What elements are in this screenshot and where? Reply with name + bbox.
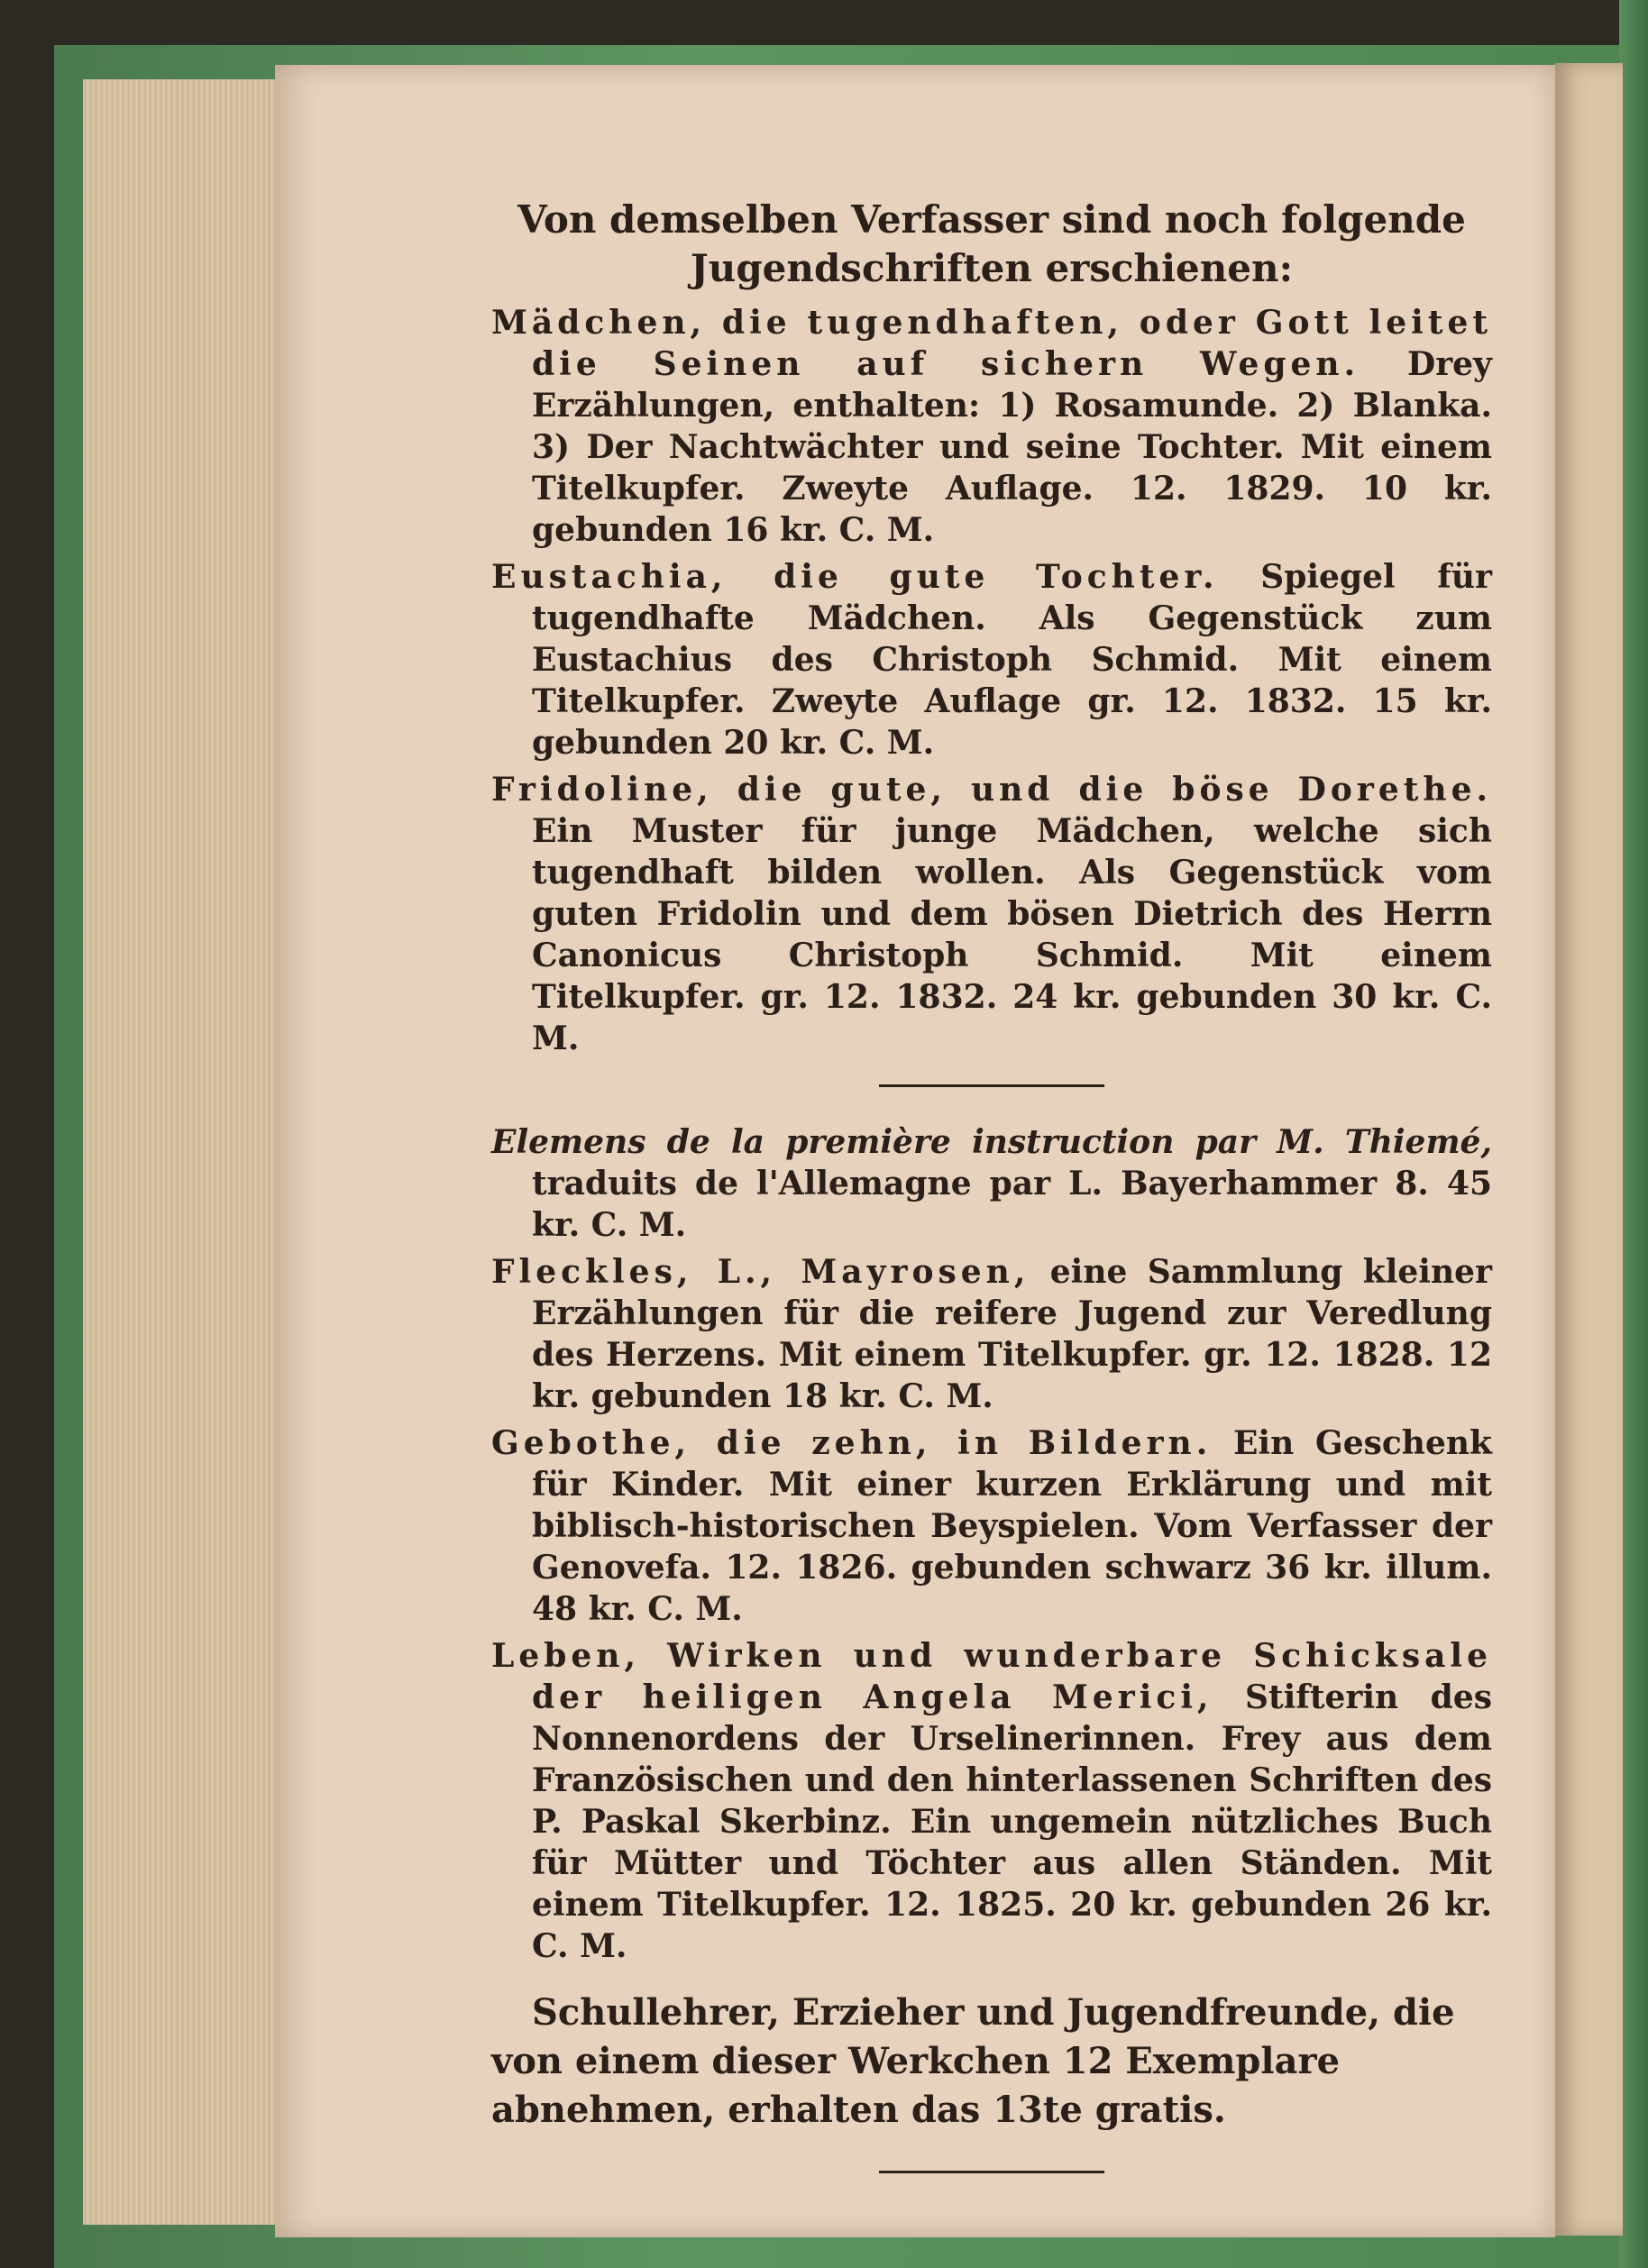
facing-page-edge [1555, 63, 1623, 2236]
bulk-offer-note: Schullehrer, Erzieher und Jugendfreunde, die von einem dieser Werkchen 12 Exemplare abnehmen, erhalten das 13te gratis. [491, 1991, 1455, 2131]
page-stack-edges [83, 79, 281, 2225]
book-entry [491, 302, 1492, 551]
entry-body: Ein Muster für junge Mädchen, welche sich tugendhaft bilden wollen. Als Gegenstück vom guten Fridolin und dem bösen Dietrich des Herrn Canonicus Christoph Schmid. Mit einem Titelkupfer. gr. 12. 1832. 24 kr. gebunden 30 kr. C. M. [532, 812, 1492, 1057]
book-entry [491, 769, 1492, 1059]
entry-title: Mädchen, die tugendhaften, oder Gott leitet die Seinen auf sichern Wegen. [491, 304, 1492, 383]
book-entry [491, 1251, 1492, 1417]
entry-body: Stifterin des Nonnenordens der Urselinerinnen. Frey aus dem Französischen und den hinterlassenen Schriften des P. Paskal Skerbinz. Ein ungemein nützliches Buch für Mütter und Töchter aus allen Ständen. Mit einem Titelkupfer. 12. 1825. 20 kr. gebunden 26 kr. C. M. [532, 1678, 1492, 1965]
page-content [491, 196, 1492, 2208]
entry-body: traduits de l'Allemagne par L. Bayerhammer 8. 45 kr. C. M. [532, 1165, 1492, 1244]
book-cover-edge [1619, 0, 1648, 2268]
entry-title: Eustachia, die gute Tochter. [491, 558, 1219, 596]
entry-body: Spiegel für tugendhafte Mädchen. Als Gegenstück zum Eustachius des Christoph Schmid. Mit einem Titelkupfer. Zweyte Auflage gr. 12. 1832. 15 kr. gebunden 20 kr. C. M. [532, 558, 1492, 762]
entry-body: Drey Erzählungen, enthalten: 1) Rosamunde. 2) Blanka. 3) Der Nachtwächter und seine Tochter. Mit einem Titelkupfer. Zweyte Auflage. 12. 1829. 10 kr. gebunden 16 kr. C. M. [532, 345, 1492, 549]
entry-title: Fleckles, L., Mayrosen, [491, 1253, 1030, 1291]
book-entry [491, 1422, 1492, 1630]
entry-title: Fridoline, die gute, und die böse Dorethe. [491, 771, 1492, 809]
book-entry [491, 1635, 1492, 1967]
entry-title: Leben, Wirken und wunderbare Schicksale der heiligen Angela Merici, [491, 1637, 1492, 1716]
book-entry [491, 1121, 1492, 1246]
entry-body: eine Sammlung kleiner Erzählungen für die reifere Jugend zur Veredlung des Herzens. Mit einem Titelkupfer. gr. 12. 1828. 12 kr. gebunden 18 kr. C. M. [532, 1253, 1493, 1415]
book-page [275, 65, 1555, 2237]
page-heading: Von demselben Verfasser sind noch folgende Jugendschriften erschienen: [517, 197, 1466, 290]
entry-title: Elemens de la première instruction par M. Thiemé, [491, 1123, 1492, 1161]
section-divider [879, 1084, 1104, 1087]
book-entry [491, 556, 1492, 764]
entry-title: Gebothe, die zehn, in Bildern. [491, 1424, 1213, 1462]
end-divider [879, 2171, 1104, 2173]
entry-body: Ein Geschenk für Kinder. Mit einer kurzen Erklärung und mit biblisch-historischen Beyspielen. Vom Verfasser der Genovefa. 12. 1826. gebunden schwarz 36 kr. illum. 48 kr. C. M. [532, 1424, 1492, 1628]
